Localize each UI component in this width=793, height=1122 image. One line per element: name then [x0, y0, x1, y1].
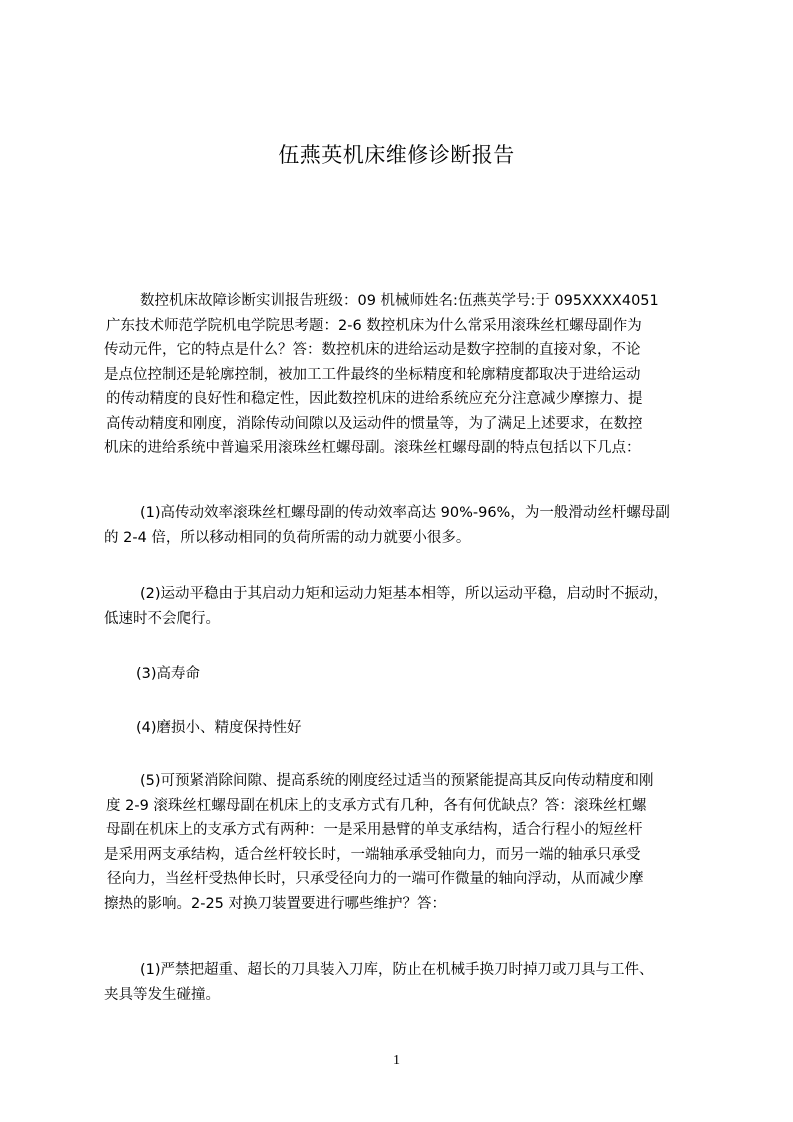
paragraph-point-2: [104, 582, 716, 631]
text-line: (1)严禁把超重、超长的刀具装入刀库，防止在机械手换刀时掉刀或刀具与工件、: [140, 962, 654, 978]
paragraph-point-1: [104, 501, 716, 550]
text-line: (1)高传动效率滚珠丝杠螺母副的传动效率高达 90%-96%，为一般滑动丝杆螺母副: [140, 505, 670, 521]
paragraph-intro: [104, 289, 716, 461]
text-line: (5)可预紧消除间隙、提高系统的刚度经过适当的预紧能提高其反向传动精度和刚: [140, 773, 654, 789]
text-line: (4)磨损小、精度保持性好: [136, 720, 302, 736]
text-line: 传动元件，它的特点是什么？答：数控机床的进给运动是数字控制的直接对象，不论: [104, 342, 641, 358]
text-line: 低速时不会爬行。: [104, 610, 220, 627]
text-line: 高传动精度和刚度，消除传动间隙以及运动件的惯量等，为了满足上述要求，在数控: [106, 415, 643, 432]
text-line: 广东技术师范学院机电学院思考题：2-6 数控机床为什么常采用滚珠丝杠螺母副作为: [106, 317, 642, 334]
paragraph-point-4: [104, 716, 716, 741]
text-line: (3)高寿命: [136, 666, 201, 682]
text-line: 是采用两支承结构，适合丝杆较长时，一端轴承承受轴向力，而另一端的轴承只承受: [104, 846, 641, 863]
text-line: 机床的进给系统中普遍采用滚珠丝杠螺母副。滚珠丝杠螺母副的特点包括以下几点：: [104, 440, 641, 456]
text-line: 度 2-9 滚珠丝杠螺母副在机床上的支承方式有几种，各有何优缺点？答：滚珠丝杠螺: [106, 797, 647, 814]
text-line: 径向力，当丝杆受热伸长时，只承受径向力的一端可作微量的轴向浮动，从而减少摩: [107, 871, 644, 887]
text-line: 是点位控制还是轮廓控制，被加工工件最终的坐标精度和轮廓精度都取决于进给运动: [104, 366, 641, 383]
page-number: 1: [393, 1053, 400, 1068]
paragraph-point-3: [104, 662, 716, 687]
text-line: 擦热的影响。2-25 对换刀装置要进行哪些维护？答：: [104, 895, 447, 912]
document-title: 伍燕英机床维修诊断报告: [278, 143, 515, 167]
text-line: 的传动精度的良好性和稳定性，因此数控机床的进给系统应充分注意减少摩擦力、提: [106, 391, 643, 407]
text-line: 夹具等发生碰撞。: [104, 986, 220, 1003]
text-line: (2)运动平稳由于其启动力矩和运动力矩基本相等，所以运动平稳，启动时不振动，: [140, 586, 669, 602]
text-line: 数控机床故障诊断实训报告班级：09 机械师姓名:伍燕英学号:于 095XXXX4051: [140, 293, 659, 309]
text-line: 的 2-4 倍，所以移动相同的负荷所需的动力就要小很多。: [104, 529, 471, 546]
text-line: 母副在机床上的支承方式有两种：一是采用悬臂的单支承结构，适合行程小的短丝杆: [106, 822, 643, 838]
paragraph-maintenance-1: [104, 958, 716, 1007]
paragraph-point-5: [104, 769, 716, 916]
